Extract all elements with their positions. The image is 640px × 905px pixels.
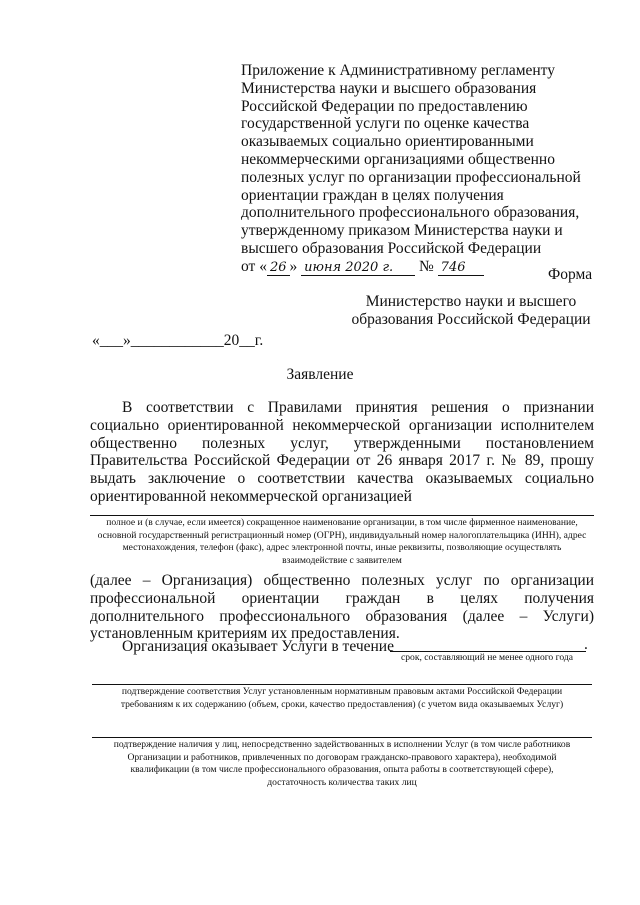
staff-qualification-caption: подтверждение наличия у лиц, непосредственно задействованных в исполнении Услуг (в том числе работников Организации и работников, привлеченных по договорам гражданско-правового характера), необходимой квалификации (в том числе профессионального образования, опыта работы в соответствующей сфере), достаточность количества таких лиц <box>113 739 571 788</box>
staff-qualification-blank <box>92 737 592 738</box>
services-period-caption: срок, составляющий не менее одного года <box>400 652 573 663</box>
order-month-year: июня 2020 г. <box>301 261 415 276</box>
order-number: 746 <box>438 261 484 276</box>
form-label: Форма <box>548 266 593 283</box>
approval-block <box>241 62 581 276</box>
order-date-line <box>241 258 581 276</box>
services-period-text: Организация оказывает Услуги в течение <box>122 638 394 655</box>
services-period-end: . <box>584 636 588 653</box>
approval-line: оказываемых социально ориентированными <box>241 133 534 151</box>
approval-line: Российской Федерации по предоставлению <box>241 97 528 115</box>
approval-line: утвержденному приказом Министерства науки и <box>241 222 563 240</box>
services-compliance-blank <box>92 684 592 685</box>
approval-line: некоммерческими организациями общественно <box>241 150 555 168</box>
approval-line: Приложение к Административному регламенту <box>241 62 556 79</box>
approval-line: государственной услуги по оценке качества <box>241 115 530 133</box>
services-compliance-caption: подтверждение соответствия Услуг установленным нормативным правовым актами Российской Федерации требованиям к их содержанию (объем, сроки, качество предоставления) (с учетом вида оказываемых Услуг) <box>120 686 564 710</box>
organization-name-caption: полное и (в случае, если имеется) сокращенное наименование организации, в том числе фирменное наименование, основной государственный регистрационный номер (ОГРН), индивидуальный номер налогоплательщика (ИНН), адрес местонахождения, телефон (факс), адрес электронной почты, иные реквизиты, позволяющие осуществлять взаимодействие с заявителем <box>97 517 587 566</box>
application-date-line: «___»____________20__г. <box>92 332 264 349</box>
order-day: 26 <box>267 261 290 276</box>
organization-name-blank <box>90 515 594 516</box>
approval-line: Министерства науки и высшего образования <box>241 79 537 97</box>
document-title: Заявление <box>286 366 354 383</box>
approval-line: высшего образования Российской Федерации <box>241 239 542 257</box>
approval-line: ориентации граждан в целях получения <box>241 186 504 204</box>
approval-line: полезных услуг по организации профессиональной <box>241 168 581 186</box>
order-prefix: от « <box>241 257 267 275</box>
approval-line: дополнительного профессионального образования, <box>241 204 580 222</box>
paragraph-criteria: (далее – Организация) общественно полезных услуг по организации профессиональной ориентации граждан в целях получения дополнительного профессионального образования (далее – Услуги) установленным критериям их предоставления. <box>90 572 594 643</box>
paragraph-request <box>90 399 594 506</box>
order-mid: » <box>289 257 298 275</box>
ministry-recipient: Министерство науки и высшего образования Российской Федерации <box>351 293 591 328</box>
paragraph-request-text: В соответствии с Правилами принятия решения о признании социально ориентированной некоммерческой организации исполнителем общественно полезных услуг, утвержденными постановлением Правительства Российской Федерации от 26 января 2017 г. № 89, прошу выдать заключение о соответствии качества оказываемых социально ориентированной некоммерческой организацией <box>90 399 594 505</box>
order-number-label: № <box>419 257 434 275</box>
